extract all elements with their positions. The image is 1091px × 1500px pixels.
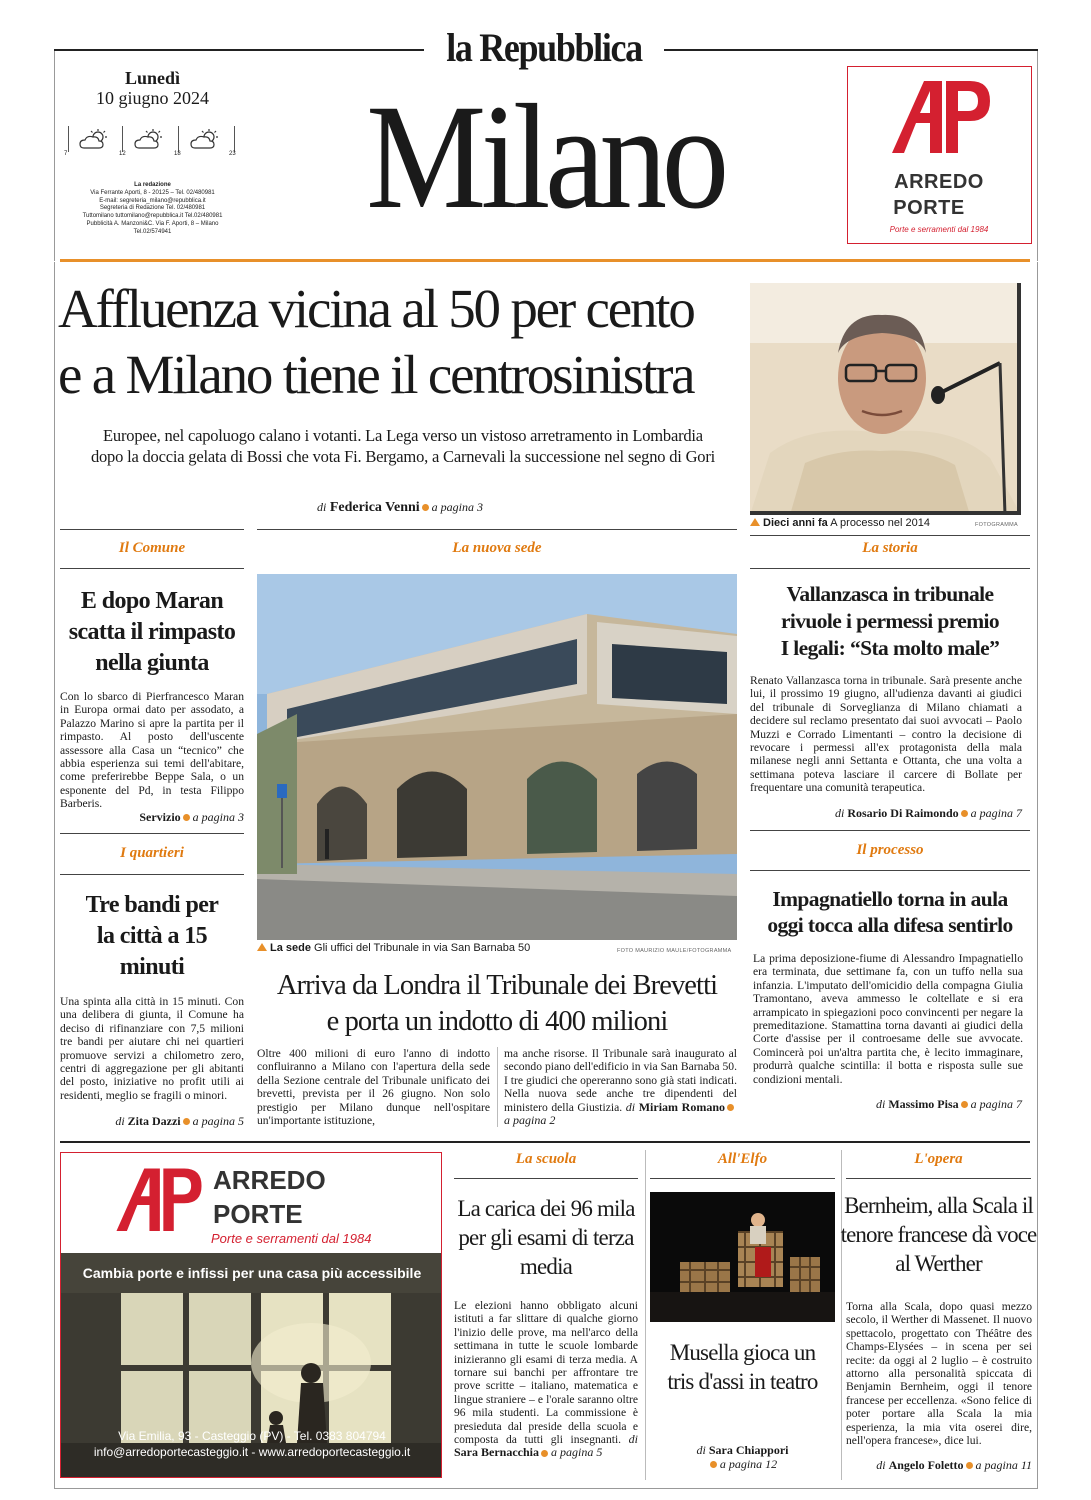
rule (650, 1178, 835, 1179)
temp-2: 12 (119, 151, 126, 157)
frame-bottom (54, 1488, 1038, 1489)
col-rule (497, 1047, 498, 1127)
man-portrait-image (750, 283, 1021, 515)
quartieri-body: Una spinta alla città in 15 minuti. Con una delibera di giunta, il Comune ha deciso di rifinanziare con 7,5 milioni tre bandi per aiutare chi nei quartieri promuove servizi a chilometro zero, centri di aggregazione per gli abitanti del posto, iniziative no profit utili ai residenti, meglio se fragili o minori. (60, 995, 244, 1102)
section-label-comune: Il Comune (118, 540, 186, 556)
byline-author: Miriam Romano (638, 1099, 725, 1114)
opera-body: Torna alla Scala, dopo quasi mezzo secolo, il Werther di Massenet. Il nuovo spettacolo, progettato con Théâtre des Champs-Elysées – in scena per sei recite: da oggi al 2 luglio – è costruito attorno alla personalità spiccata di Benjamin Bernheim, oggi il tenore francese per eccellenza. «Sono felice di poter portare alla Scala la mia esperienza, la mia vita oserei dire, nell'opera francese», dice lui. (846, 1300, 1032, 1448)
processo-headline[interactable] (750, 886, 1030, 938)
section-label-quartieri: I quartieri (120, 845, 184, 861)
lead-summary-line-2: dopo la doccia gelata di Bossi che vota Fi. Bergamo, a Carnevali la successione nel segno di Gori (90, 447, 716, 466)
byline-author: Angelo Foletto (888, 1458, 964, 1472)
temp-1: 7 (64, 151, 68, 157)
redazione-line: Tuttomilano tuttomilano@repubblica.it Tel.02/480981 (82, 213, 223, 220)
col-rule (645, 1150, 646, 1480)
processo-headline-line-2: oggi tocca alla difesa sentirlo (767, 913, 1013, 937)
byline-di: di (834, 806, 845, 820)
redazione-title: La redazione (134, 182, 171, 188)
section-label-elfo: All'Elfo (717, 1151, 768, 1167)
frame-right-body (1037, 262, 1038, 1488)
byline-author: Servizio (139, 810, 181, 824)
section-label-processo: Il processo (856, 842, 924, 858)
processo-headline-line-1: Impagnatiello torna in aula (772, 887, 1008, 911)
arredo-porte-logo-icon (888, 75, 994, 155)
caption-bold: La sede (270, 942, 311, 954)
byline-page[interactable]: a pagina 11 (975, 1458, 1032, 1472)
opera-byline (840, 1458, 1032, 1473)
storia-body: Renato Vallanzasca torna in tribunale. Sarà presente anche lui, il prossimo 19 giugno, all'udienza davanti ai giudici del tribunale di Sorveglianza di Milano chiamati a decidere sul reclamo presentato dai suoi avvocati – Paolo Muzzi e Corrado Limentanti – contro la decisione di revocare i permessi all'ex protagonista della mala milanese negli anni Settanta e Ottanta, che una volta a settimana poteva lasciare il carcere di Bollate per frequentare una comunità terapeutica. (750, 674, 1022, 795)
ad-top[interactable] (847, 66, 1032, 244)
nuova-sede-body-col-2 (504, 1047, 737, 1127)
scuola-headline[interactable]: La carica dei 96 mila per gli esami di terza media (457, 1196, 635, 1279)
rule (750, 830, 1030, 831)
ad-top-brand-1: ARREDO (894, 171, 984, 193)
byline-page[interactable]: a pagina 7 (970, 1097, 1022, 1111)
ad-bottom-brand-1: ARREDO (213, 1165, 326, 1195)
tribunale-photo-caption (257, 942, 597, 954)
byline-di: di (628, 1432, 638, 1447)
rule (750, 870, 1030, 871)
comune-body: Con lo sbarco di Pierfrancesco Maran in Europa ormai dato per assodato, a Palazzo Marino si apre la partita per il rimpasto. Al posto dell'uscente assessore alla Casa un “tecnico” che abbia esperienza sui temi dell'abitare, come preferirebbe Beppe Sala, o un esponente del Pd, in testa Filippo Barberis. (60, 690, 244, 811)
lead-photo-caption (750, 517, 980, 529)
lead-headline-line-2: e a Milano tiene il centrosinistra (58, 344, 694, 405)
redazione-line: Via Ferrante Aporti, 8 - 20125 – Tel. 02/480981 (90, 189, 215, 196)
building-image (257, 574, 737, 940)
byline-page[interactable]: a pagina 7 (970, 806, 1022, 820)
lead-summary (56, 425, 750, 467)
section-label-storia: La storia (862, 540, 918, 556)
caption-text: Gli uffici del Tribunale in via San Barnaba 50 (314, 942, 531, 954)
elfo-photo (650, 1192, 835, 1322)
comune-byline (60, 810, 244, 825)
nuova-sede-headline-line-1: Arriva da Londra il Tribunale dei Brevetti (276, 970, 718, 1001)
storia-headline[interactable] (750, 581, 1030, 662)
ad-bottom-tagline: Porte e serramenti dal 1984 (211, 1231, 372, 1246)
weather-strip (62, 122, 244, 162)
rule (846, 1178, 1031, 1179)
processo-body: La prima deposizione-fiume di Alessandro Impagnatiello era terminata, due settimane fa, con un tuffo nella sua infanzia. L'imputato dell'omicidio della compagna Giulia Tramontano, aveva ammesso le coltellate e si era arrampicato in spiegazioni poco convincenti per negare la premeditazione. Stamattina torna davanti ai giudici della Corte d'assise per il controesame delle sue avvocate. Comincerà poi un'altra partita che, è lecito immaginare, produrrà qualche scintilla: il botta e risposta sulle sue condizioni mentali. (753, 952, 1023, 1086)
redazione-line: Tel.02/574941 (133, 228, 172, 235)
arredo-porte-logo-icon (113, 1163, 205, 1233)
lead-byline (200, 500, 600, 516)
ad-bottom-brand-2: PORTE (213, 1199, 303, 1229)
redazione-line: E-mail: segreteria_milano@repubblica.it (99, 197, 206, 204)
ad-bottom[interactable] (60, 1152, 442, 1478)
byline-di: di (696, 1443, 706, 1457)
storia-headline-line-3: I legali: “Sta molto male” (780, 636, 1000, 660)
byline-author: Federica Venni (329, 500, 420, 515)
byline-author: Sara Bernacchia (454, 1445, 539, 1460)
rule (60, 529, 244, 530)
lead-photo (750, 283, 1021, 515)
lead-summary-line-1: Europee, nel capoluogo calano i votanti. La Lega verso un vistoso arretramento in Lombardia (103, 426, 703, 445)
masthead-rule-right (664, 49, 1038, 51)
cloud-sun-icon (189, 128, 223, 152)
rule (750, 568, 1030, 569)
lead-headline[interactable] (58, 276, 748, 408)
nuova-sede-headline[interactable] (257, 968, 737, 1040)
ad-top-tagline: Porte e serramenti dal 1984 (889, 225, 989, 234)
city-title: Milano (366, 74, 724, 240)
nuova-sede-body-text: ma anche risorse. Il Tribunale sarà inaugurato al secondo piano dell'edificio in via San Barnaba 50. I tre giudici che opereranno sono già stati indicati. Nella nuova sede anche tre dipendenti del ministero della Giustizia. (504, 1047, 737, 1114)
temp-4: 23 (229, 151, 236, 157)
scuola-body-text: Le elezioni hanno obbligato alcuni istituti a far slittare di qualche giorno l'inizio delle prove, ma nell'arco della settimana in tutte le scuole lombarde inizieranno gli esami di terza media. A tornare sui banchi per affrontare tre prove scritte – italiano, matematica e lingue straniere – e l'orale saranno oltre 96 mila studenti. La commissione è presieduta dal preside della scuola e composta da tutti gli insegnanti. (454, 1299, 638, 1447)
byline-page[interactable]: a pagina 5 (551, 1445, 603, 1460)
caption-bold: Dieci anni fa (763, 517, 828, 529)
elfo-headline[interactable]: Musella gioca un tris d'assi in teatro (667, 1340, 818, 1394)
issue-day: Lunedì (124, 68, 181, 88)
byline-di: di (875, 1097, 886, 1111)
tribunale-photo-credit: FOTO MAURIZIO MAULE/FOTOGRAMMA (617, 948, 732, 954)
cloud-sun-icon (78, 128, 112, 152)
processo-byline (750, 1097, 1022, 1112)
rule (60, 833, 244, 834)
temp-3: 18 (174, 151, 181, 157)
rule (454, 1178, 638, 1179)
storia-headline-line-1: Vallanzasca in tribunale (786, 582, 994, 606)
masthead-orange-rule (60, 259, 1030, 262)
rule (60, 568, 244, 569)
ad-top-brand-2: PORTE (893, 197, 965, 219)
redazione-line: Pubblicità A. Manzoni&C. Via F. Aporti, 8 – Milano (86, 220, 219, 227)
storia-byline (750, 806, 1022, 821)
quartieri-headline[interactable]: Tre bandi per la città a 15 minuti (85, 892, 219, 980)
redazione-box (60, 182, 245, 237)
lead-headline-line-1: Affluenza vicina al 50 per cento (58, 278, 694, 339)
lead-photo-credit: FOTOGRAMMA (975, 522, 1018, 528)
nuova-sede-headline-line-2: e porta un indotto di 400 milioni (326, 1006, 668, 1037)
frame-right (1037, 51, 1038, 261)
byline-di: di (115, 1114, 125, 1128)
byline-author: Zita Dazzi (127, 1114, 181, 1128)
stage-image (650, 1192, 835, 1322)
elfo-byline (650, 1443, 835, 1471)
byline-page[interactable]: a pagina 12 (719, 1457, 778, 1471)
redazione-line: Segreteria di Redazione Tel. 02/480981 (99, 205, 206, 212)
rule (257, 529, 737, 530)
scuola-body (454, 1299, 638, 1460)
byline-page[interactable]: a pagina 2 (504, 1113, 556, 1128)
byline-author: Sara Chiappori (708, 1443, 789, 1457)
byline-di: di (625, 1099, 636, 1114)
ad-bottom-contacts[interactable]: info@arredoportecasteggio.it - www.arredoportecasteggio.it (93, 1445, 411, 1459)
brand-logo: la Repubblica (446, 25, 642, 70)
caption-text: A processo nel 2014 (830, 517, 930, 529)
ad-bottom-address: Via Emilia, 93 - Casteggio (PV) - Tel. 0383 804794 (118, 1429, 386, 1443)
rule (750, 535, 1030, 536)
section-label-nuova-sede: La nuova sede (452, 540, 542, 556)
byline-di: di (876, 1458, 886, 1472)
ad-bottom-slogan: Cambia porte e infissi per una casa più accessibile (82, 1265, 422, 1281)
bottom-row-rule (60, 1141, 1030, 1143)
byline-page[interactable]: a pagina 5 (192, 1114, 244, 1128)
section-label-scuola: La scuola (515, 1151, 577, 1167)
cloud-sun-icon (133, 128, 167, 152)
byline-di: di (316, 500, 327, 514)
storia-headline-line-2: rivuole i permessi premio (780, 609, 1000, 633)
tribunale-photo (257, 574, 737, 940)
opera-headline[interactable]: Bernheim, alla Scala il tenore francese dà voce al Werther (840, 1193, 1037, 1276)
byline-page[interactable]: a pagina 3 (431, 500, 484, 514)
frame-left-body (54, 262, 55, 1488)
byline-author: Massimo Pisa (888, 1097, 959, 1111)
rule (60, 874, 244, 875)
issue-date: 10 giugno 2024 (95, 88, 209, 108)
byline-page[interactable]: a pagina 3 (192, 810, 244, 824)
nuova-sede-body-col-1: Oltre 400 milioni di euro l'anno di indotto confluiranno a Milano con l'apertura della sede della Sezione centrale del Tribunale unificato dei brevetti, prevista per il 26 giugno. Non solo prestigio per Milano dunque nell'ospitare un'importante istituzione, (257, 1047, 490, 1128)
frame-left (54, 51, 55, 261)
comune-headline[interactable]: E dopo Maran scatta il rimpasto nella giunta (68, 588, 236, 676)
quartieri-byline (60, 1114, 244, 1129)
byline-author: Rosario Di Raimondo (847, 806, 959, 820)
section-label-opera: L'opera (914, 1151, 963, 1167)
masthead-rule-left (54, 49, 424, 51)
